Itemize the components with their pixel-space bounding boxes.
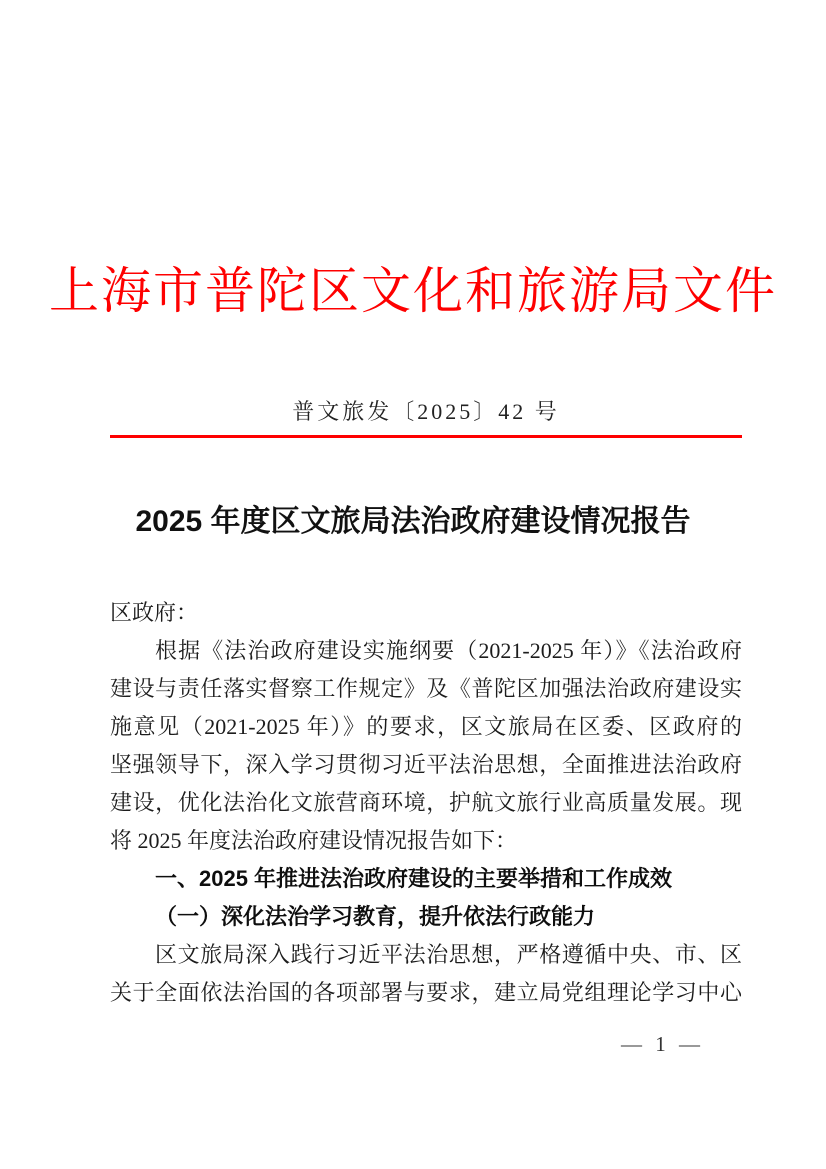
section-heading: 一、2025 年推进法治政府建设的主要举措和工作成效 <box>155 866 673 891</box>
body-line: 区文旅局深入践行习近平法治思想，严格遵循中央、市、区 <box>155 942 742 967</box>
doc-number: 普文旅发〔2025〕42 号 <box>292 399 560 424</box>
agency-header-title: 上海市普陀区文化和旅游局文件 <box>49 263 777 319</box>
body-line: 根据《法治政府建设实施纲要（2021-2025 年）》《法治政府 <box>155 638 742 663</box>
body-line: 关于全面依法治国的各项部署与要求，建立局党组理论学习中心 <box>110 980 742 1005</box>
body-line: 建设，优化法治化文旅营商环境，护航文旅行业高质量发展。现 <box>110 790 742 815</box>
red-separator-line <box>110 435 742 438</box>
page-number: — 1 — <box>621 1032 704 1056</box>
document-body <box>110 594 742 1012</box>
body-line: 坚强领导下，深入学习贯彻习近平法治思想，全面推进法治政府 <box>110 752 742 777</box>
subsection-heading: （一）深化法治学习教育，提升依法行政能力 <box>155 904 596 929</box>
document-title: 2025 年度区文旅局法治政府建设情况报告 <box>135 505 691 538</box>
salutation-line: 区政府： <box>110 600 199 625</box>
body-line: 建设与责任落实督察工作规定》及《普陀区加强法治政府建设实 <box>110 676 742 701</box>
body-line: 将 2025 年度法治政府建设情况报告如下： <box>110 828 518 853</box>
body-line: 施意见（2021-2025 年）》的要求，区文旅局在区委、区政府的 <box>110 714 742 739</box>
